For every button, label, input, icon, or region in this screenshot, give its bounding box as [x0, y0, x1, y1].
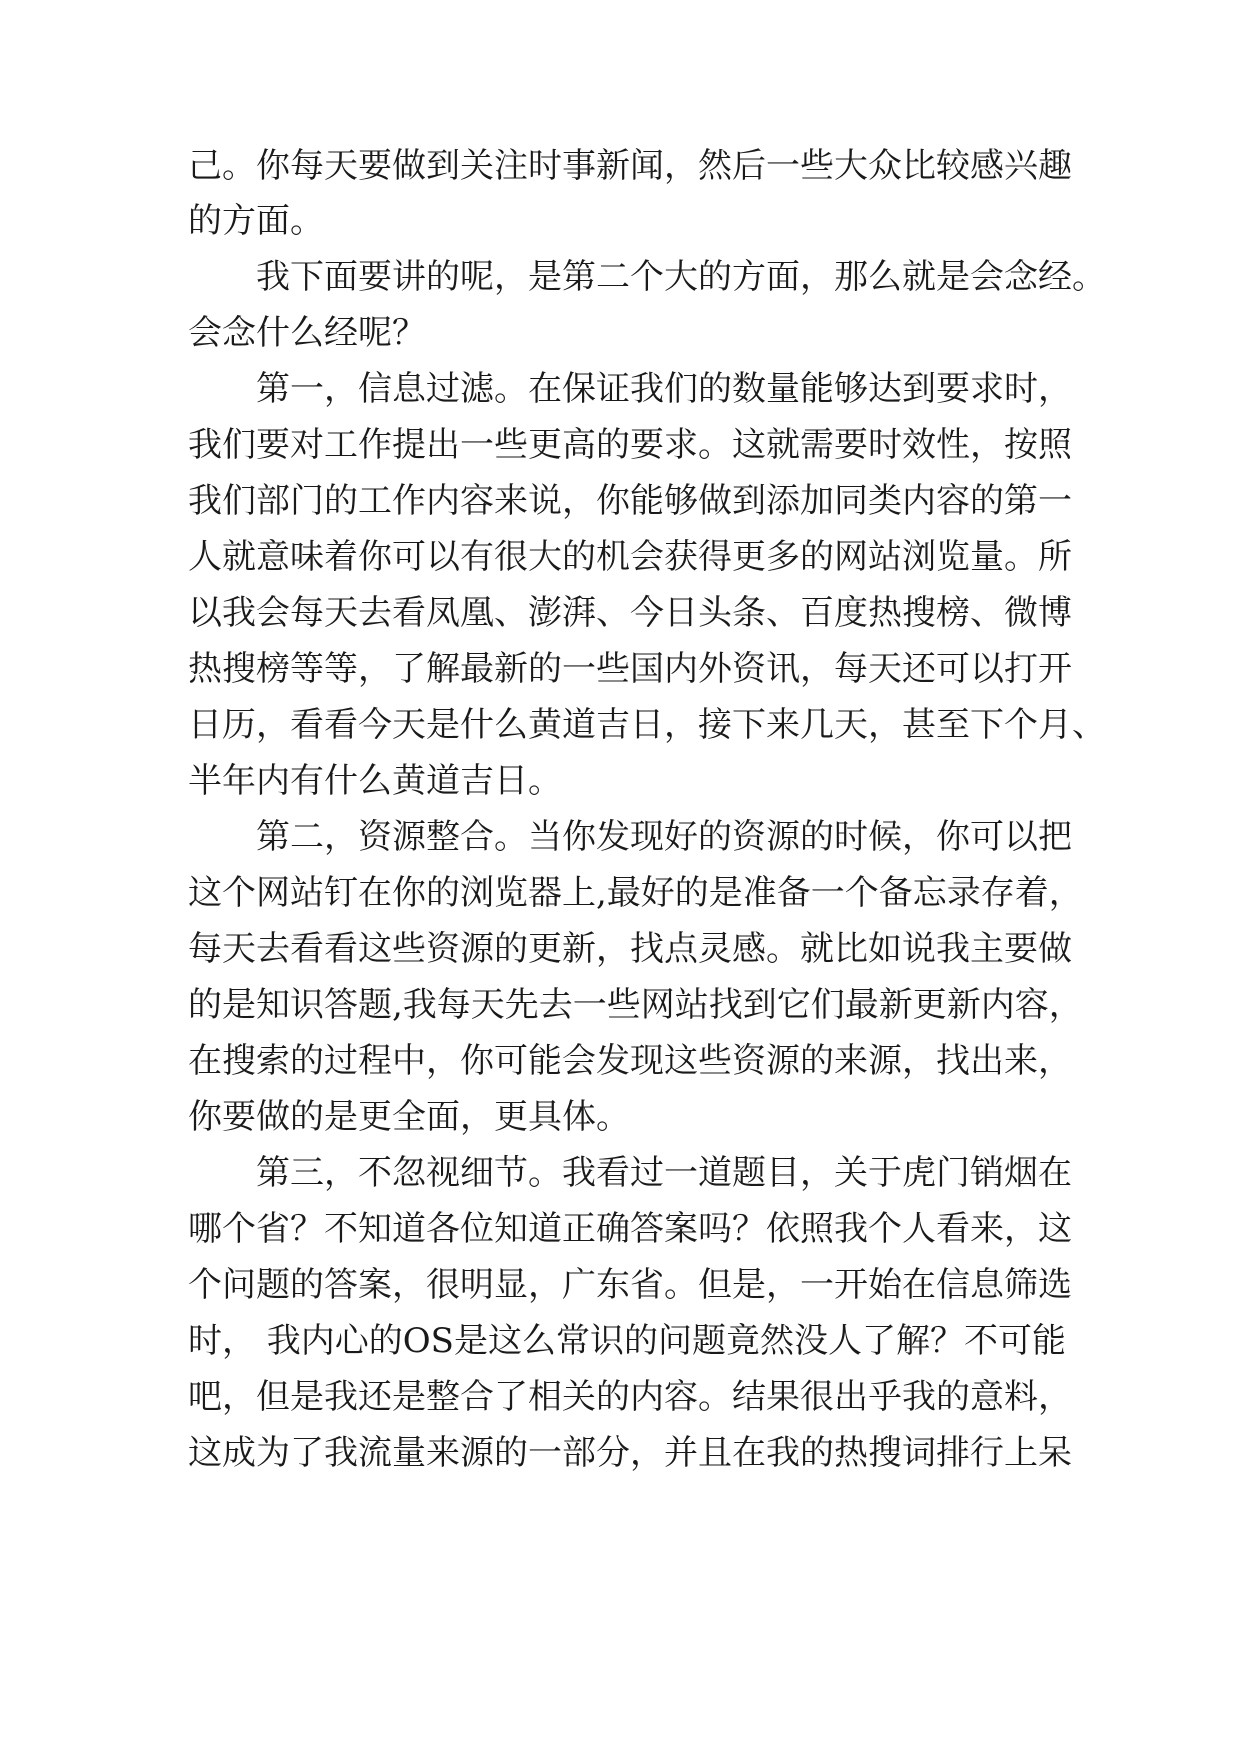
- text-line: 哪个省？不知道各位知道正确答案吗？依照我个人看来，这: [188, 1209, 1072, 1249]
- text-line: 每天去看看这些资源的更新，找点灵感。就比如说我主要做: [188, 929, 1072, 969]
- text-line: 时， 我内心的OS是这么常识的问题竟然没人了解？不可能: [188, 1321, 1066, 1361]
- text-line: 吧，但是我还是整合了相关的内容。结果很出乎我的意料，: [188, 1377, 1072, 1417]
- text-line: 我们部门的工作内容来说，你能够做到添加同类内容的第一: [188, 481, 1072, 521]
- paragraph-start-line: 第三，不忽视细节。我看过一道题目，关于虎门销烟在: [256, 1153, 1072, 1193]
- text-line: 的是知识答题,我每天先去一些网站找到它们最新更新内容，: [188, 985, 1083, 1025]
- text-line: 己。你每天要做到关注时事新闻，然后一些大众比较感兴趣: [188, 146, 1072, 186]
- paragraph-start-line: 我下面要讲的呢，是第二个大的方面，那么就是会念经。: [256, 257, 1106, 297]
- text-line: 热搜榜等等，了解最新的一些国内外资讯，每天还可以打开: [188, 649, 1072, 689]
- text-line: 日历，看看今天是什么黄道吉日，接下来几天，甚至下个月、: [188, 705, 1106, 745]
- text-line: 以我会每天去看凤凰、澎湃、今日头条、百度热搜榜、微博: [188, 593, 1072, 633]
- text-line: 我们要对工作提出一些更高的要求。这就需要时效性，按照: [188, 425, 1072, 465]
- text-line: 半年内有什么黄道吉日。: [188, 761, 562, 801]
- text-line: 会念什么经呢？: [188, 313, 426, 353]
- text-line: 这个网站钉在你的浏览器上,最好的是准备一个备忘录存着，: [188, 873, 1083, 913]
- text-line: 人就意味着你可以有很大的机会获得更多的网站浏览量。所: [188, 537, 1072, 577]
- text-line: 的方面。: [188, 201, 324, 241]
- text-line: 在搜索的过程中，你可能会发现这些资源的来源，找出来，: [188, 1041, 1072, 1081]
- text-line: 这成为了我流量来源的一部分，并且在我的热搜词排行上呆: [188, 1433, 1072, 1473]
- paragraph-start-line: 第一，信息过滤。在保证我们的数量能够达到要求时，: [256, 369, 1072, 409]
- paragraph-start-line: 第二，资源整合。当你发现好的资源的时候，你可以把: [256, 817, 1072, 857]
- text-line: 你要做的是更全面，更具体。: [188, 1097, 630, 1137]
- text-line: 个问题的答案，很明显，广东省。但是，一开始在信息筛选: [188, 1265, 1072, 1305]
